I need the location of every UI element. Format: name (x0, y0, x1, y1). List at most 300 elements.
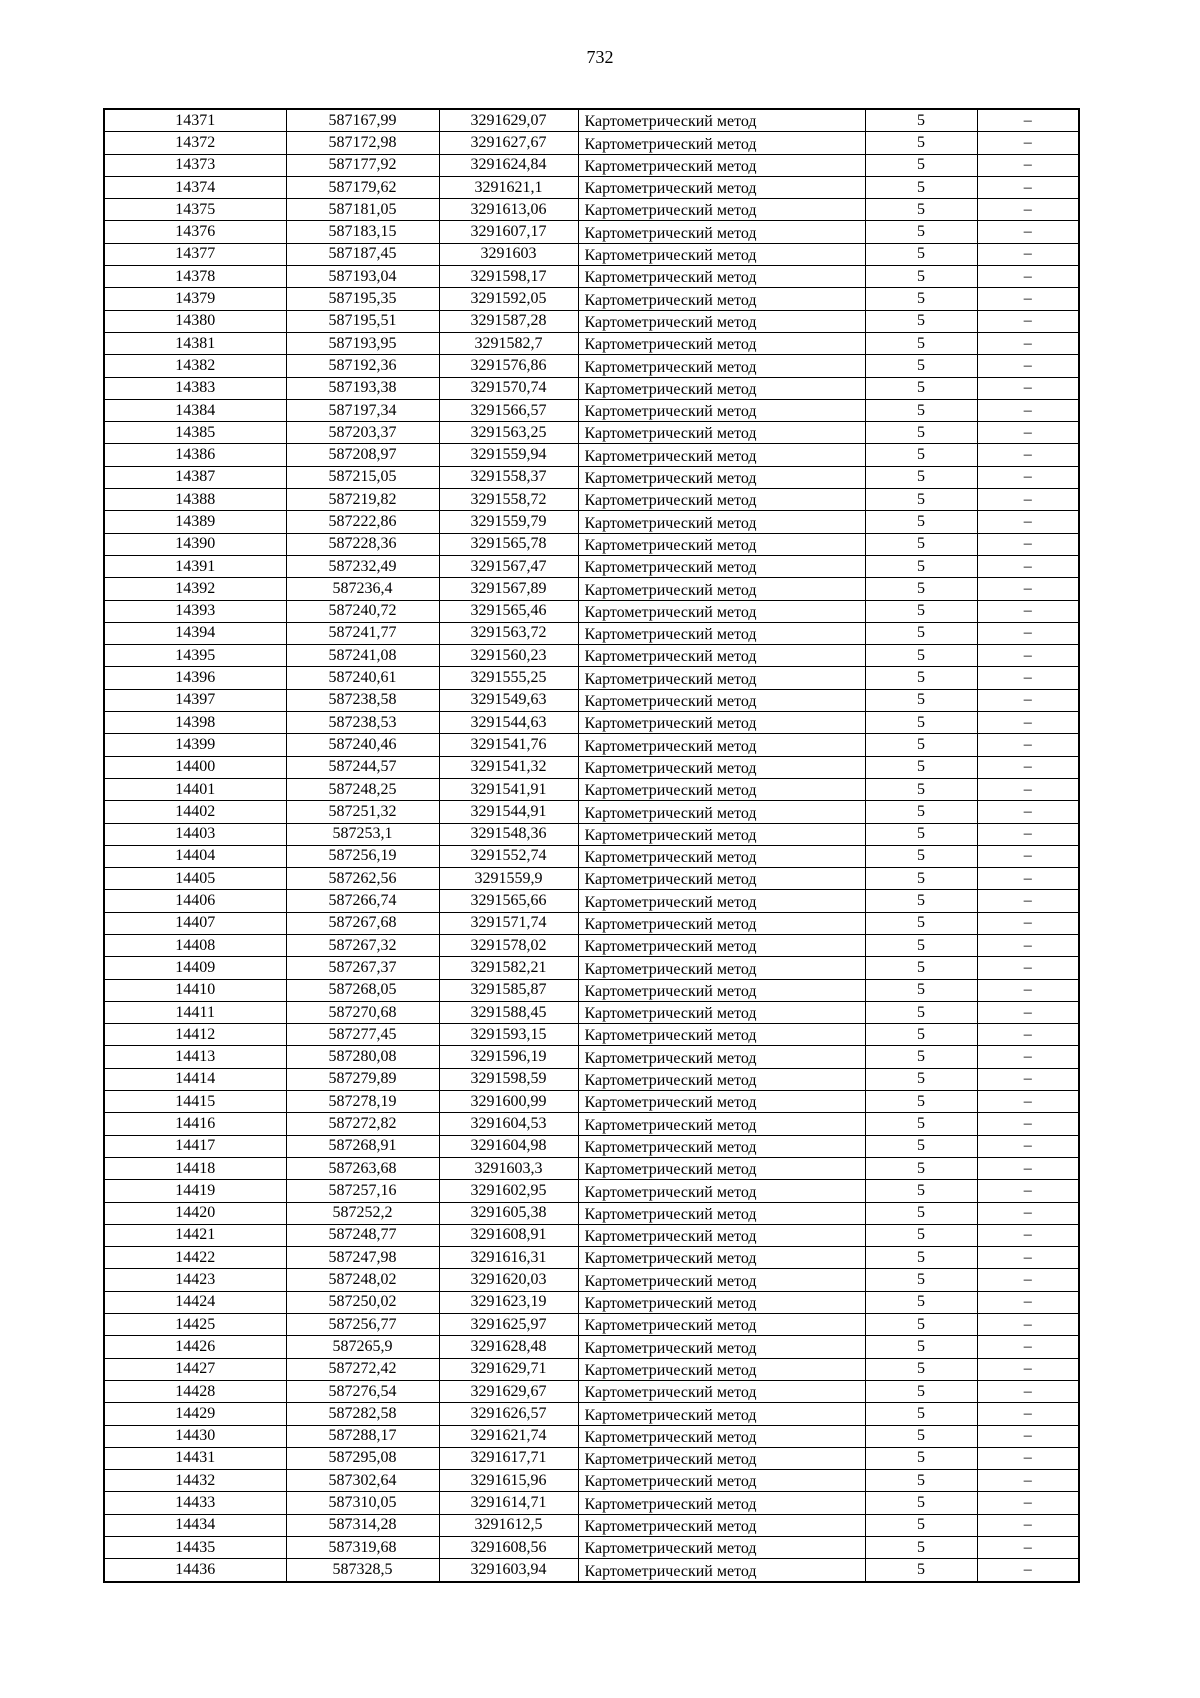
x-coordinate-cell: 587238,58 (286, 689, 439, 711)
method-cell: Картометрический метод (578, 622, 865, 644)
table-row (104, 957, 1079, 979)
point-number-cell: 14408 (104, 934, 286, 956)
table-row (104, 578, 1079, 600)
x-coordinate-cell: 587280,08 (286, 1046, 439, 1068)
point-number-cell: 14412 (104, 1024, 286, 1046)
y-coordinate-cell: 3291603,94 (439, 1559, 578, 1582)
y-coordinate-cell: 3291563,72 (439, 622, 578, 644)
x-coordinate-cell: 587267,68 (286, 912, 439, 934)
y-coordinate-cell: 3291607,17 (439, 221, 578, 243)
method-cell: Картометрический метод (578, 332, 865, 354)
precision-cell: 5 (865, 645, 977, 667)
table-row (104, 1157, 1079, 1179)
y-coordinate-cell: 3291559,94 (439, 444, 578, 466)
y-coordinate-cell: 3291555,25 (439, 667, 578, 689)
dash-cell: – (977, 332, 1079, 354)
point-number-cell: 14374 (104, 176, 286, 198)
precision-cell: 5 (865, 444, 977, 466)
method-cell: Картометрический метод (578, 823, 865, 845)
dash-cell: – (977, 712, 1079, 734)
dash-cell: – (977, 422, 1079, 444)
y-coordinate-cell: 3291544,91 (439, 801, 578, 823)
precision-cell: 5 (865, 266, 977, 288)
table-row (104, 1559, 1079, 1582)
point-number-cell: 14392 (104, 578, 286, 600)
method-cell: Картометрический метод (578, 1492, 865, 1514)
method-cell: Картометрический метод (578, 845, 865, 867)
dash-cell: – (977, 934, 1079, 956)
method-cell: Картометрический метод (578, 645, 865, 667)
dash-cell: – (977, 243, 1079, 265)
point-number-cell: 14405 (104, 868, 286, 890)
dash-cell: – (977, 801, 1079, 823)
dash-cell: – (977, 489, 1079, 511)
table-row (104, 1068, 1079, 1090)
dash-cell: – (977, 1001, 1079, 1023)
method-cell: Картометрический метод (578, 1336, 865, 1358)
method-cell: Картометрический метод (578, 1269, 865, 1291)
point-number-cell: 14402 (104, 801, 286, 823)
precision-cell: 5 (865, 199, 977, 221)
page-number: 732 (586, 47, 614, 67)
precision-cell: 5 (865, 1224, 977, 1246)
method-cell: Картометрический метод (578, 243, 865, 265)
y-coordinate-cell: 3291629,07 (439, 109, 578, 132)
table-row (104, 1425, 1079, 1447)
method-cell: Картометрический метод (578, 399, 865, 421)
y-coordinate-cell: 3291559,9 (439, 868, 578, 890)
table-row (104, 1113, 1079, 1135)
x-coordinate-cell: 587241,77 (286, 622, 439, 644)
table-row (104, 689, 1079, 711)
x-coordinate-cell: 587177,92 (286, 154, 439, 176)
precision-cell: 5 (865, 600, 977, 622)
dash-cell: – (977, 444, 1079, 466)
point-number-cell: 14395 (104, 645, 286, 667)
dash-cell: – (977, 868, 1079, 890)
method-cell: Картометрический метод (578, 979, 865, 1001)
table-row (104, 667, 1079, 689)
y-coordinate-cell: 3291617,71 (439, 1447, 578, 1469)
point-number-cell: 14431 (104, 1447, 286, 1469)
y-coordinate-cell: 3291565,46 (439, 600, 578, 622)
y-coordinate-cell: 3291587,28 (439, 310, 578, 332)
x-coordinate-cell: 587302,64 (286, 1470, 439, 1492)
precision-cell: 5 (865, 1425, 977, 1447)
point-number-cell: 14376 (104, 221, 286, 243)
table-row (104, 489, 1079, 511)
precision-cell: 5 (865, 1157, 977, 1179)
dash-cell: – (977, 154, 1079, 176)
y-coordinate-cell: 3291598,59 (439, 1068, 578, 1090)
point-number-cell: 14401 (104, 778, 286, 800)
point-number-cell: 14407 (104, 912, 286, 934)
method-cell: Картометрический метод (578, 778, 865, 800)
y-coordinate-cell: 3291628,48 (439, 1336, 578, 1358)
method-cell: Картометрический метод (578, 1403, 865, 1425)
y-coordinate-cell: 3291615,96 (439, 1470, 578, 1492)
point-number-cell: 14399 (104, 734, 286, 756)
y-coordinate-cell: 3291625,97 (439, 1314, 578, 1336)
precision-cell: 5 (865, 734, 977, 756)
table-row (104, 912, 1079, 934)
table-row (104, 845, 1079, 867)
method-cell: Картометрический метод (578, 756, 865, 778)
x-coordinate-cell: 587240,72 (286, 600, 439, 622)
y-coordinate-cell: 3291549,63 (439, 689, 578, 711)
dash-cell: – (977, 109, 1079, 132)
dash-cell: – (977, 511, 1079, 533)
precision-cell: 5 (865, 1514, 977, 1536)
y-coordinate-cell: 3291565,66 (439, 890, 578, 912)
x-coordinate-cell: 587240,46 (286, 734, 439, 756)
method-cell: Картометрический метод (578, 1068, 865, 1090)
table-row (104, 377, 1079, 399)
point-number-cell: 14418 (104, 1157, 286, 1179)
x-coordinate-cell: 587208,97 (286, 444, 439, 466)
precision-cell: 5 (865, 399, 977, 421)
table-row (104, 176, 1079, 198)
method-cell: Картометрический метод (578, 1135, 865, 1157)
dash-cell: – (977, 1113, 1079, 1135)
precision-cell: 5 (865, 511, 977, 533)
y-coordinate-cell: 3291576,86 (439, 355, 578, 377)
table-row (104, 979, 1079, 1001)
point-number-cell: 14429 (104, 1403, 286, 1425)
point-number-cell: 14434 (104, 1514, 286, 1536)
point-number-cell: 14436 (104, 1559, 286, 1582)
y-coordinate-cell: 3291544,63 (439, 712, 578, 734)
point-number-cell: 14409 (104, 957, 286, 979)
table-row (104, 1224, 1079, 1246)
method-cell: Картометрический метод (578, 1380, 865, 1402)
coordinates-table (103, 108, 1080, 1583)
table-row (104, 600, 1079, 622)
point-number-cell: 14426 (104, 1336, 286, 1358)
table-row (104, 332, 1079, 354)
precision-cell: 5 (865, 1068, 977, 1090)
dash-cell: – (977, 667, 1079, 689)
point-number-cell: 14390 (104, 533, 286, 555)
point-number-cell: 14411 (104, 1001, 286, 1023)
table-row (104, 734, 1079, 756)
precision-cell: 5 (865, 355, 977, 377)
x-coordinate-cell: 587197,34 (286, 399, 439, 421)
precision-cell: 5 (865, 221, 977, 243)
point-number-cell: 14386 (104, 444, 286, 466)
table-row (104, 154, 1079, 176)
x-coordinate-cell: 587179,62 (286, 176, 439, 198)
table-row (104, 109, 1079, 132)
y-coordinate-cell: 3291593,15 (439, 1024, 578, 1046)
dash-cell: – (977, 377, 1079, 399)
dash-cell: – (977, 221, 1079, 243)
x-coordinate-cell: 587256,77 (286, 1314, 439, 1336)
precision-cell: 5 (865, 578, 977, 600)
x-coordinate-cell: 587172,98 (286, 132, 439, 154)
method-cell: Картометрический метод (578, 310, 865, 332)
point-number-cell: 14391 (104, 555, 286, 577)
dash-cell: – (977, 1046, 1079, 1068)
y-coordinate-cell: 3291541,76 (439, 734, 578, 756)
method-cell: Картометрический метод (578, 578, 865, 600)
point-number-cell: 14410 (104, 979, 286, 1001)
y-coordinate-cell: 3291558,72 (439, 489, 578, 511)
x-coordinate-cell: 587248,77 (286, 1224, 439, 1246)
precision-cell: 5 (865, 712, 977, 734)
y-coordinate-cell: 3291567,47 (439, 555, 578, 577)
point-number-cell: 14416 (104, 1113, 286, 1135)
dash-cell: – (977, 1291, 1079, 1313)
x-coordinate-cell: 587266,74 (286, 890, 439, 912)
precision-cell: 5 (865, 1269, 977, 1291)
dash-cell: – (977, 578, 1079, 600)
table-row (104, 890, 1079, 912)
x-coordinate-cell: 587282,58 (286, 1403, 439, 1425)
dash-cell: – (977, 979, 1079, 1001)
x-coordinate-cell: 587263,68 (286, 1157, 439, 1179)
table-row (104, 1336, 1079, 1358)
y-coordinate-cell: 3291604,53 (439, 1113, 578, 1135)
dash-cell: – (977, 1425, 1079, 1447)
x-coordinate-cell: 587248,02 (286, 1269, 439, 1291)
dash-cell: – (977, 1537, 1079, 1559)
table-row (104, 1046, 1079, 1068)
y-coordinate-cell: 3291548,36 (439, 823, 578, 845)
dash-cell: – (977, 957, 1079, 979)
table-row (104, 1358, 1079, 1380)
dash-cell: – (977, 355, 1079, 377)
coordinates-table-body (104, 109, 1079, 1582)
point-number-cell: 14388 (104, 489, 286, 511)
point-number-cell: 14383 (104, 377, 286, 399)
x-coordinate-cell: 587232,49 (286, 555, 439, 577)
x-coordinate-cell: 587240,61 (286, 667, 439, 689)
y-coordinate-cell: 3291570,74 (439, 377, 578, 399)
x-coordinate-cell: 587193,38 (286, 377, 439, 399)
dash-cell: – (977, 1135, 1079, 1157)
y-coordinate-cell: 3291604,98 (439, 1135, 578, 1157)
method-cell: Картометрический метод (578, 1180, 865, 1202)
table-row (104, 823, 1079, 845)
table-row (104, 422, 1079, 444)
y-coordinate-cell: 3291541,32 (439, 756, 578, 778)
dash-cell: – (977, 845, 1079, 867)
method-cell: Картометрический метод (578, 1202, 865, 1224)
dash-cell: – (977, 1024, 1079, 1046)
table-row (104, 1380, 1079, 1402)
table-row (104, 1514, 1079, 1536)
y-coordinate-cell: 3291585,87 (439, 979, 578, 1001)
x-coordinate-cell: 587251,32 (286, 801, 439, 823)
precision-cell: 5 (865, 1470, 977, 1492)
table-row (104, 1470, 1079, 1492)
table-row (104, 1001, 1079, 1023)
dash-cell: – (977, 199, 1079, 221)
precision-cell: 5 (865, 1380, 977, 1402)
dash-cell: – (977, 1380, 1079, 1402)
y-coordinate-cell: 3291582,21 (439, 957, 578, 979)
y-coordinate-cell: 3291613,06 (439, 199, 578, 221)
x-coordinate-cell: 587193,95 (286, 332, 439, 354)
point-number-cell: 14375 (104, 199, 286, 221)
precision-cell: 5 (865, 1046, 977, 1068)
y-coordinate-cell: 3291552,74 (439, 845, 578, 867)
point-number-cell: 14371 (104, 109, 286, 132)
method-cell: Картометрический метод (578, 511, 865, 533)
y-coordinate-cell: 3291621,1 (439, 176, 578, 198)
table-row (104, 1135, 1079, 1157)
table-row (104, 868, 1079, 890)
y-coordinate-cell: 3291582,7 (439, 332, 578, 354)
x-coordinate-cell: 587222,86 (286, 511, 439, 533)
precision-cell: 5 (865, 489, 977, 511)
point-number-cell: 14419 (104, 1180, 286, 1202)
precision-cell: 5 (865, 1559, 977, 1582)
table-row (104, 801, 1079, 823)
method-cell: Картометрический метод (578, 377, 865, 399)
x-coordinate-cell: 587319,68 (286, 1537, 439, 1559)
precision-cell: 5 (865, 1001, 977, 1023)
method-cell: Картометрический метод (578, 422, 865, 444)
point-number-cell: 14415 (104, 1091, 286, 1113)
point-number-cell: 14377 (104, 243, 286, 265)
x-coordinate-cell: 587238,53 (286, 712, 439, 734)
method-cell: Картометрический метод (578, 1046, 865, 1068)
table-row (104, 756, 1079, 778)
precision-cell: 5 (865, 1336, 977, 1358)
y-coordinate-cell: 3291616,31 (439, 1247, 578, 1269)
dash-cell: – (977, 823, 1079, 845)
table-row (104, 1247, 1079, 1269)
method-cell: Картометрический метод (578, 1247, 865, 1269)
x-coordinate-cell: 587272,82 (286, 1113, 439, 1135)
y-coordinate-cell: 3291621,74 (439, 1425, 578, 1447)
precision-cell: 5 (865, 288, 977, 310)
method-cell: Картометрический метод (578, 1559, 865, 1582)
x-coordinate-cell: 587244,57 (286, 756, 439, 778)
dash-cell: – (977, 1492, 1079, 1514)
dash-cell: – (977, 555, 1079, 577)
precision-cell: 5 (865, 1135, 977, 1157)
dash-cell: – (977, 176, 1079, 198)
method-cell: Картометрический метод (578, 109, 865, 132)
dash-cell: – (977, 1269, 1079, 1291)
x-coordinate-cell: 587295,08 (286, 1447, 439, 1469)
table-row (104, 778, 1079, 800)
method-cell: Картометрический метод (578, 1514, 865, 1536)
method-cell: Картометрический метод (578, 1024, 865, 1046)
table-row (104, 622, 1079, 644)
point-number-cell: 14424 (104, 1291, 286, 1313)
method-cell: Картометрический метод (578, 1091, 865, 1113)
point-number-cell: 14398 (104, 712, 286, 734)
table-row (104, 1447, 1079, 1469)
precision-cell: 5 (865, 466, 977, 488)
dash-cell: – (977, 1514, 1079, 1536)
y-coordinate-cell: 3291608,56 (439, 1537, 578, 1559)
dash-cell: – (977, 1157, 1079, 1179)
precision-cell: 5 (865, 890, 977, 912)
precision-cell: 5 (865, 689, 977, 711)
precision-cell: 5 (865, 1113, 977, 1135)
precision-cell: 5 (865, 1537, 977, 1559)
dash-cell: – (977, 890, 1079, 912)
point-number-cell: 14414 (104, 1068, 286, 1090)
point-number-cell: 14400 (104, 756, 286, 778)
dash-cell: – (977, 1068, 1079, 1090)
table-row (104, 444, 1079, 466)
method-cell: Картометрический метод (578, 1425, 865, 1447)
precision-cell: 5 (865, 801, 977, 823)
x-coordinate-cell: 587195,35 (286, 288, 439, 310)
method-cell: Картометрический метод (578, 1113, 865, 1135)
method-cell: Картометрический метод (578, 868, 865, 890)
table-row (104, 1024, 1079, 1046)
y-coordinate-cell: 3291627,67 (439, 132, 578, 154)
precision-cell: 5 (865, 868, 977, 890)
x-coordinate-cell: 587250,02 (286, 1291, 439, 1313)
dash-cell: – (977, 1358, 1079, 1380)
table-row (104, 310, 1079, 332)
table-row (104, 1269, 1079, 1291)
table-row (104, 1180, 1079, 1202)
table-row (104, 934, 1079, 956)
precision-cell: 5 (865, 1403, 977, 1425)
dash-cell: – (977, 1403, 1079, 1425)
table-row (104, 712, 1079, 734)
x-coordinate-cell: 587215,05 (286, 466, 439, 488)
dash-cell: – (977, 132, 1079, 154)
method-cell: Картометрический метод (578, 1314, 865, 1336)
point-number-cell: 14425 (104, 1314, 286, 1336)
x-coordinate-cell: 587195,51 (286, 310, 439, 332)
x-coordinate-cell: 587252,2 (286, 1202, 439, 1224)
point-number-cell: 14387 (104, 466, 286, 488)
dash-cell: – (977, 1091, 1079, 1113)
dash-cell: – (977, 288, 1079, 310)
x-coordinate-cell: 587193,04 (286, 266, 439, 288)
dash-cell: – (977, 645, 1079, 667)
y-coordinate-cell: 3291596,19 (439, 1046, 578, 1068)
x-coordinate-cell: 587278,19 (286, 1091, 439, 1113)
x-coordinate-cell: 587257,16 (286, 1180, 439, 1202)
method-cell: Картометрический метод (578, 1291, 865, 1313)
method-cell: Картометрический метод (578, 1358, 865, 1380)
dash-cell: – (977, 1559, 1079, 1582)
table-row (104, 1202, 1079, 1224)
point-number-cell: 14380 (104, 310, 286, 332)
point-number-cell: 14421 (104, 1224, 286, 1246)
dash-cell: – (977, 310, 1079, 332)
point-number-cell: 14372 (104, 132, 286, 154)
point-number-cell: 14378 (104, 266, 286, 288)
method-cell: Картометрический метод (578, 1537, 865, 1559)
precision-cell: 5 (865, 845, 977, 867)
dash-cell: – (977, 600, 1079, 622)
precision-cell: 5 (865, 756, 977, 778)
point-number-cell: 14373 (104, 154, 286, 176)
dash-cell: – (977, 1247, 1079, 1269)
precision-cell: 5 (865, 957, 977, 979)
y-coordinate-cell: 3291558,37 (439, 466, 578, 488)
method-cell: Картометрический метод (578, 689, 865, 711)
x-coordinate-cell: 587272,42 (286, 1358, 439, 1380)
method-cell: Картометрический метод (578, 1447, 865, 1469)
x-coordinate-cell: 587241,08 (286, 645, 439, 667)
precision-cell: 5 (865, 1314, 977, 1336)
point-number-cell: 14422 (104, 1247, 286, 1269)
